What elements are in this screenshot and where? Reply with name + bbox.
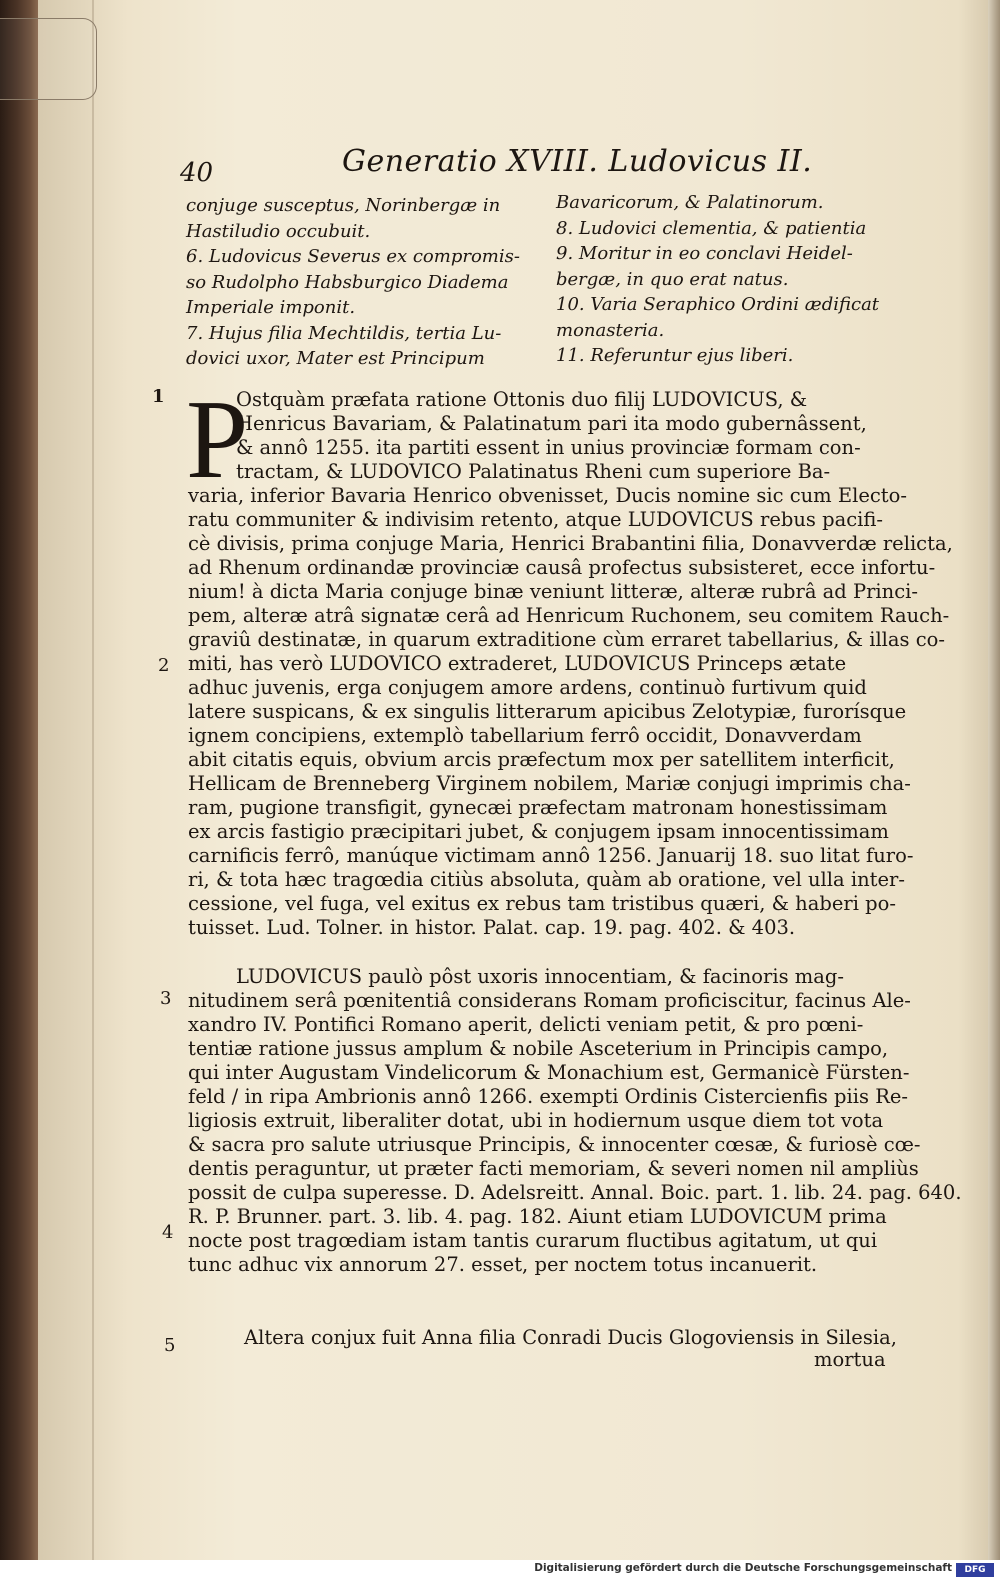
book-spine-edge bbox=[0, 0, 38, 1560]
margin-number: 5 bbox=[164, 1335, 176, 1356]
summary-line: Hastiludio occubuit. bbox=[186, 220, 371, 242]
text-line: ligiosis extruit, liberaliter dotat, ubi in hodiernum usque diem tot vota bbox=[188, 1109, 884, 1132]
summary-line: 10. Varia Seraphico Ordini ædificat bbox=[556, 294, 880, 315]
book-fore-edge bbox=[988, 0, 1000, 1560]
text-line: carnificis ferrô, manúque victimam annô 1256. Januarij 18. suo litat furo- bbox=[188, 844, 914, 867]
summary-line: monasteria. bbox=[556, 319, 665, 341]
text-line: miti, has verò LUDOVICO extraderet, LUDOVICUS Princeps ætate bbox=[188, 652, 847, 675]
text-line: Hellicam de Brenneberg Virginem nobilem, Mariæ conjugi imprimis cha- bbox=[188, 772, 911, 795]
text-line: & annô 1255. ita partiti essent in unius provinciæ formam con- bbox=[236, 436, 861, 459]
dfg-logo: DFG bbox=[956, 1563, 994, 1577]
text-line: possit de culpa superesse. D. Adelsreitt. Annal. Boic. part. 1. lib. 24. pag. 640. bbox=[188, 1181, 962, 1204]
drop-cap: P bbox=[186, 378, 249, 502]
text-line: tentiæ ratione jussus amplum & nobile Asceterium in Principis campo, bbox=[188, 1037, 889, 1060]
paragraph-3 bbox=[188, 965, 962, 1277]
text-line: varia, inferior Bavaria Henrico obvenisset, Ducis nomine sic cum Electo- bbox=[188, 484, 907, 507]
summary-line: 6. Ludovicus Severus ex compromis- bbox=[186, 246, 520, 267]
text-line: LUDOVICUS paulò pôst uxoris innocentiam, & facinoris mag- bbox=[236, 965, 844, 988]
text-line: tunc adhuc vix annorum 27. esset, per noctem totus incanuerit. bbox=[188, 1253, 818, 1276]
page-gutter-line bbox=[92, 0, 94, 1560]
summary-line: 11. Referuntur ejus liberi. bbox=[556, 345, 794, 366]
summary-line: 9. Moritur in eo conclavi Heidel- bbox=[556, 243, 853, 264]
text-line: nocte post tragœdiam istam tantis curarum fluctibus agitatum, ut qui bbox=[188, 1229, 878, 1252]
text-line: cessione, vel fuga, vel exitus ex rebus tam tristibus quæri, & haberi po- bbox=[188, 892, 896, 915]
text-line: & sacra pro salute utriusque Principis, & innocenter cœsæ, & furiosè cœ- bbox=[188, 1133, 921, 1156]
text-line: ad Rhenum ordinandæ provinciæ causâ profectus subsisteret, ecce infortu- bbox=[188, 556, 936, 579]
text-line: ignem concipiens, extemplò tabellarium ferrô occidit, Donavverdam bbox=[188, 724, 862, 747]
text-line: ratu communiter & indivisim retento, atque LUDOVICUS rebus pacifi- bbox=[188, 508, 883, 531]
text-line: Altera conjux fuit Anna filia Conradi Ducis Glogoviensis in Silesia, bbox=[244, 1326, 897, 1349]
text-line: xandro IV. Pontifici Romano aperit, delicti veniam petit, & pro pœni- bbox=[188, 1013, 864, 1036]
text-line: feld / in ripa Ambrionis annô 1266. exempti Ordinis Cistercienfis piis Re- bbox=[188, 1085, 909, 1108]
text-line: qui inter Augustam Vindelicorum & Monachium est, Germanicè Fürsten- bbox=[188, 1061, 910, 1084]
page-number: 40 bbox=[180, 158, 214, 188]
summary-column-left bbox=[186, 193, 546, 372]
margin-number: 4 bbox=[162, 1222, 174, 1243]
summary-line: 7. Hujus filia Mechtildis, tertia Lu- bbox=[186, 322, 502, 344]
paragraph-1 bbox=[188, 388, 953, 940]
text-line: Ostquàm præfata ratione Ottonis duo filij LUDOVICUS, & bbox=[236, 388, 808, 411]
funding-credit: Digitalisierung gefördert durch die Deutsche Forschungsgemeinschaft bbox=[534, 1562, 952, 1574]
text-line: tuisset. Lud. Tolner. in histor. Palat. cap. 19. pag. 402. & 403. bbox=[188, 916, 796, 939]
summary-line: conjuge susceptus, Norinbergæ in bbox=[186, 195, 501, 216]
text-line: latere suspicans, & ex singulis litterarum apicibus Zelotypiæ, furorísque bbox=[188, 700, 907, 723]
text-line: ex arcis fastigio præcipitari jubet, & conjugem ipsam innocentissimam bbox=[188, 820, 889, 843]
text-line: R. P. Brunner. part. 3. lib. 4. pag. 182. Aiunt etiam LUDOVICUM prima bbox=[188, 1205, 887, 1228]
text-line: graviû destinatæ, in quarum extraditione cùm erraret tabellarius, & illas co- bbox=[188, 628, 945, 651]
catchword: mortua bbox=[814, 1348, 886, 1371]
summary-column-right bbox=[556, 190, 896, 369]
text-line: pem, alteræ atrâ signatæ cerâ ad Henricum Ruchonem, seu comitem Rauch- bbox=[188, 604, 950, 627]
text-line: nium! à dicta Maria conjuge binæ veniunt litteræ, alteræ rubrâ ad Princi- bbox=[188, 580, 918, 603]
paragraph-5 bbox=[244, 1326, 897, 1350]
text-line: nitudinem serâ pœnitentiâ considerans Romam proficiscitur, facinus Ale- bbox=[188, 989, 911, 1012]
summary-line: Imperiale imponit. bbox=[186, 297, 356, 318]
summary-line: Bavaricorum, & Palatinorum. bbox=[556, 192, 824, 213]
text-line: ram, pugione transfigit, gynecæi præfectam matronam honestissimam bbox=[188, 796, 888, 819]
summary-line: bergæ, in quo erat natus. bbox=[556, 268, 789, 290]
text-line: dentis peraguntur, ut præter facti memoriam, & severi nomen nil ampliùs bbox=[188, 1157, 919, 1180]
viewer-nav-tab[interactable] bbox=[0, 18, 97, 100]
margin-number: 2 bbox=[158, 655, 170, 676]
text-line: tractam, & LUDOVICO Palatinatus Rheni cum superiore Ba- bbox=[236, 460, 831, 483]
running-head: Generatio XVIII. Ludovicus II. bbox=[342, 144, 813, 179]
summary-line: 8. Ludovici clementia, & patientia bbox=[556, 217, 867, 239]
text-line: adhuc juvenis, erga conjugem amore ardens, continuò furtivum quid bbox=[188, 676, 867, 699]
margin-number: 3 bbox=[160, 988, 172, 1009]
summary-line: dovici uxor, Mater est Principum bbox=[186, 348, 485, 369]
text-line: ri, & tota hæc tragœdia citiùs absoluta, quàm ab oratione, vel ulla inter- bbox=[188, 868, 905, 891]
text-line: Henricus Bavariam, & Palatinatum pari ita modo gubernâssent, bbox=[236, 412, 867, 435]
text-line: abit citatis equis, obvium arcis præfectum mox per satellitem interficit, bbox=[188, 748, 895, 771]
summary-line: so Rudolpho Habsburgico Diadema bbox=[186, 271, 509, 293]
text-line: cè divisis, prima conjuge Maria, Henrici Brabantini filia, Donavverdæ relicta, bbox=[188, 532, 953, 555]
margin-number: 1 bbox=[152, 386, 165, 407]
